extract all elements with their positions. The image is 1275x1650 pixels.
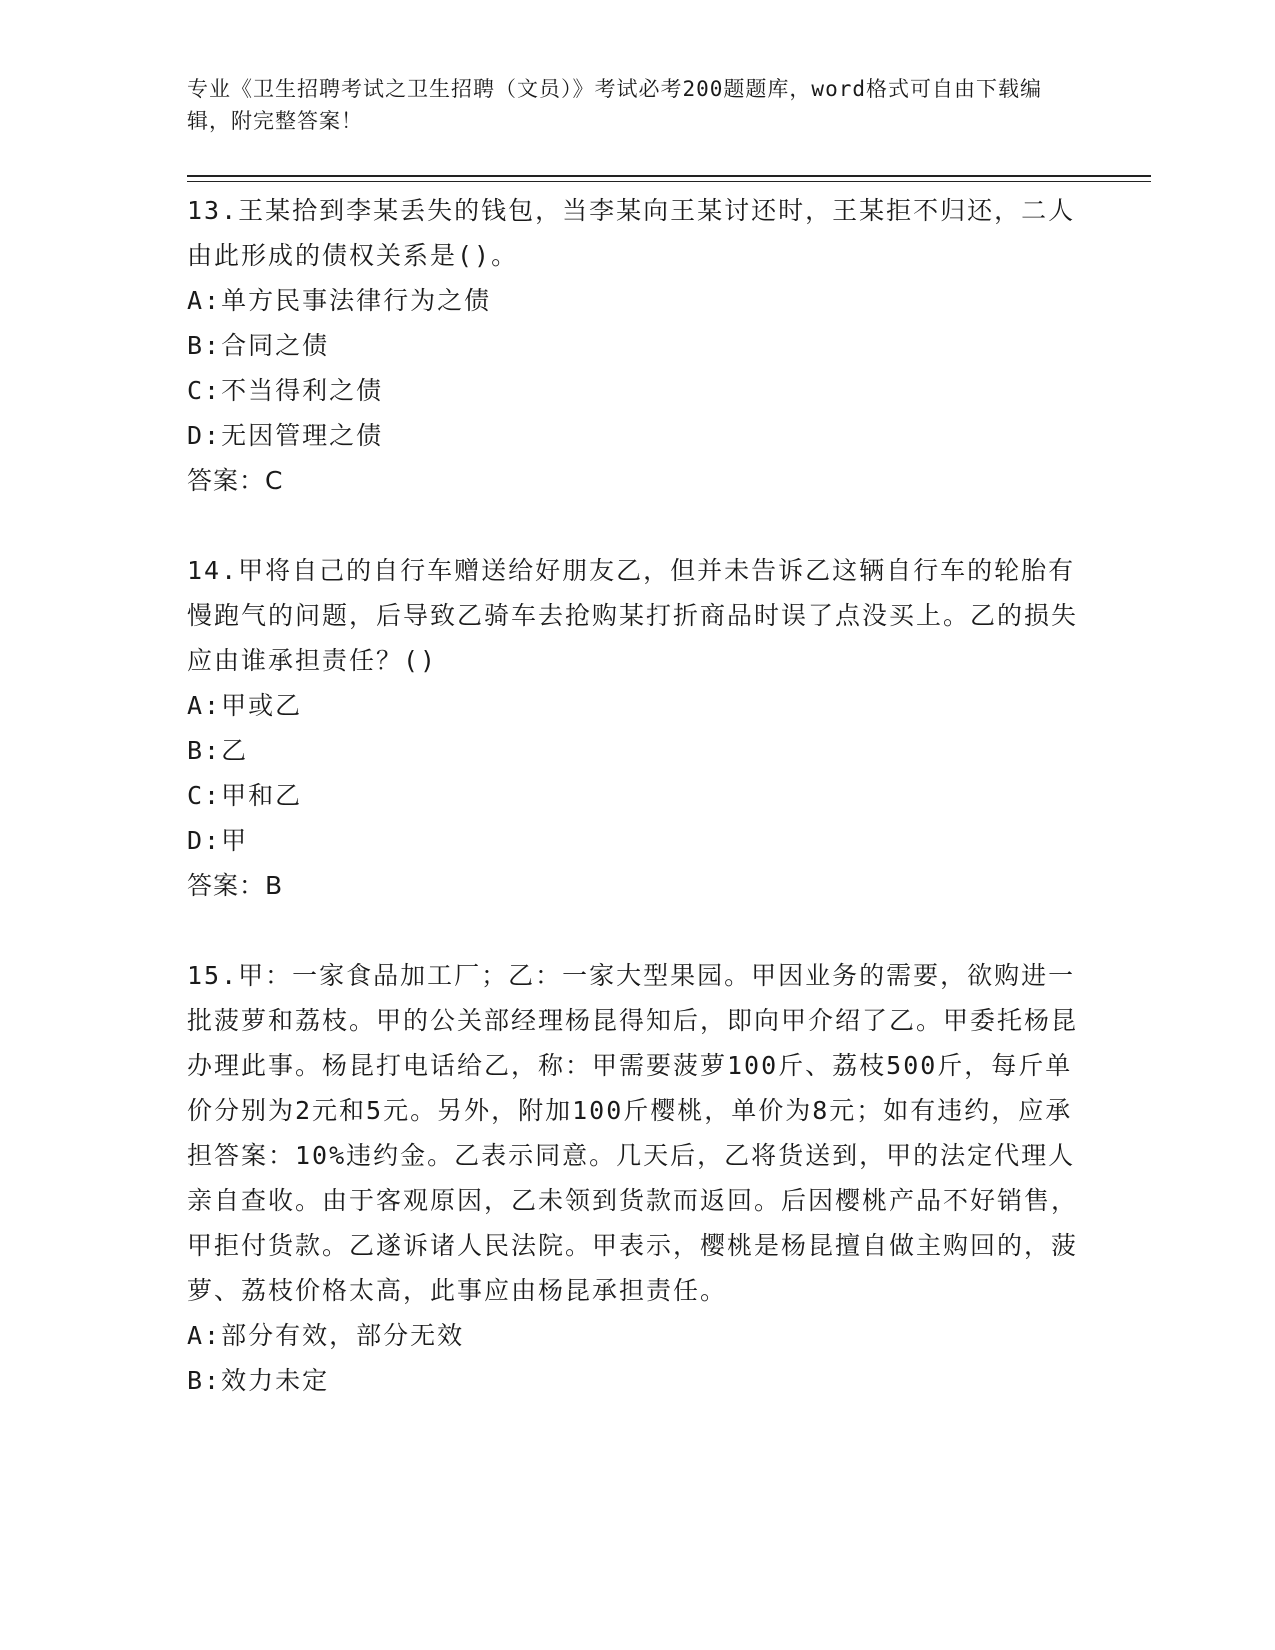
question-13	[187, 188, 1087, 503]
question-stem: 13.王某拾到李某丢失的钱包，当李某向王某讨还时，王某拒不归还，二人由此形成的债权关系是()。	[187, 196, 1076, 270]
option-b: B:合同之债	[187, 331, 330, 360]
answer: 答案：B	[187, 871, 284, 900]
header-rule-thin	[187, 181, 1151, 182]
question-stem: 15.甲：一家食品加工厂；乙：一家大型果园。甲因业务的需要，欲购进一批菠萝和荔枝。甲的公关部经理杨昆得知后，即向甲介绍了乙。甲委托杨昆办理此事。杨昆打电话给乙，称：甲需要菠萝100斤、荔枝500斤，每斤单价分别为2元和5元。另外，附加100斤樱桃，单价为8元；如有违约，应承担答案：10%违约金。乙表示同意。几天后，乙将货送到，甲的法定代理人亲自查收。由于客观原因，乙未领到货款而返回。后因樱桃产品不好销售，甲拒付货款。乙遂诉诸人民法院。甲表示，樱桃是杨昆擅自做主购回的，菠萝、荔枝价格太高，此事应由杨昆承担责任。	[187, 961, 1079, 1305]
option-c: C:不当得利之债	[187, 376, 384, 405]
header-rule-thick	[187, 175, 1151, 177]
option-a: A:部分有效，部分无效	[187, 1321, 465, 1350]
answer: 答案：C	[187, 466, 284, 495]
question-list	[187, 188, 1087, 1403]
option-b: B:乙	[187, 736, 249, 765]
question-15	[187, 953, 1087, 1403]
option-a: A:单方民事法律行为之债	[187, 286, 492, 315]
option-c: C:甲和乙	[187, 781, 303, 810]
document-header: 专业《卫生招聘考试之卫生招聘（文员）》考试必考200题题库，word格式可自由下载编辑，附完整答案！	[187, 77, 1042, 133]
option-a: A:甲或乙	[187, 691, 303, 720]
option-b: B:效力未定	[187, 1366, 330, 1395]
option-d: D:甲	[187, 826, 249, 855]
option-d: D:无因管理之债	[187, 421, 384, 450]
question-stem: 14.甲将自己的自行车赠送给好朋友乙，但并未告诉乙这辆自行车的轮胎有慢跑气的问题，后导致乙骑车去抢购某打折商品时误了点没买上。乙的损失应由谁承担责任？()	[187, 556, 1079, 675]
question-14	[187, 548, 1087, 908]
